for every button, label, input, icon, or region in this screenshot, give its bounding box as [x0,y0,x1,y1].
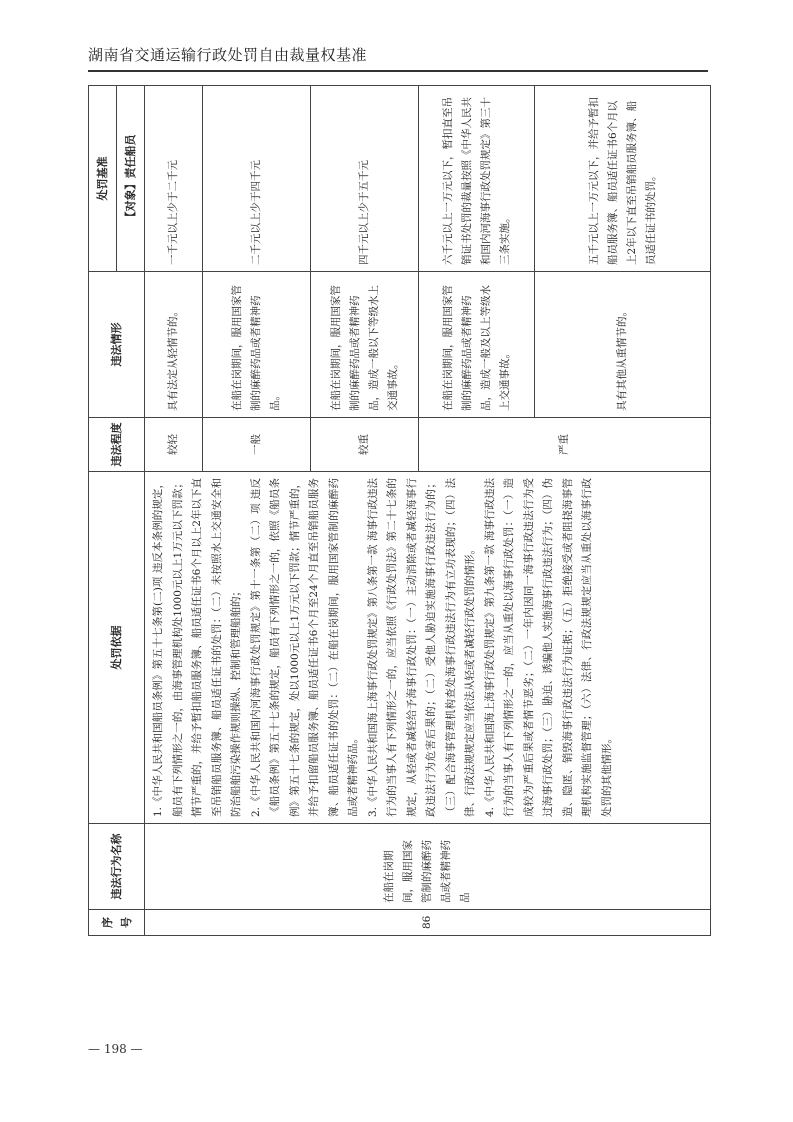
header-basis: 处罚依据 [89,472,145,824]
header-rule [88,70,708,72]
header-seq: 序号 [89,910,145,936]
page-header-title: 湖南省交通运输行政处罚自由裁量权基准 [88,46,368,64]
tier-standard: 五千元以上一万元以下，并给予暂扣船员服务簿、船员适任证书6个月以上2年以下直至吊销船员服务簿、船员适任证书的处罚。 [535,86,711,272]
row-basis [145,472,711,824]
tier-degree: 一般 [203,418,311,472]
tier-degree: 较轻 [145,418,203,472]
tier-standard: 二千元以上少于四千元 [203,86,311,272]
header-name: 违法行为名称 [89,824,145,910]
table-row [145,86,203,936]
tier-degree: 严重 [419,418,711,472]
header-target: 【对象】责任船员 [117,86,145,272]
table-header-row [89,86,117,936]
header-degree: 违法程度 [89,418,145,472]
row-seq: 86 [145,910,711,936]
tier-degree: 较重 [311,418,419,472]
tier-situation: 在船在岗期间，服用国家管制的麻醉药品或者精神药品。 [203,272,311,418]
tier-situation: 具有其他从重情节的。 [535,272,711,418]
header-standard: 处罚基准 [89,86,117,272]
basis-item: 3.《中华人民共和国海上海事行政处罚规定》第八条第一款 海事行政违法行为的当事人有下列情形之一的，应当依照《行政处罚法》第二十七条的规定，从轻或者减轻给予海事行政处罚：（一）主动消除或者减轻海事行政违法行为危害后果的；（二）受他人胁迫实施海事行政违法行为的；（三）配合海事管理机构查处海事行政违法行为有立功表现的；（四）法律、行政法规规定应当依法从轻或者减轻行政处罚的情形。 [366,478,476,817]
basis-item: 1.《中华人民共和国船员条例》第五十七条第(二)项 违反本条例的规定，船员有下列情形之一的，由海事管理机构处1000元以上1万元以下罚款；情节严重的，并给予暂扣船员服务簿、船员适任证书6个月以上2年以下直至吊销船员服务簿、船员适任证书的处罚：（二）未按照水上交通安全和防治船舶污染操作规则操纵、控制和管理船舶的； [152,478,242,817]
row-name: 在船在岗期间，服用国家管制的麻醉药品或者精神药品 [145,824,711,910]
page-number: — 198 — [88,1042,143,1056]
penalty-table-rotated [88,86,708,936]
header-situation: 违法情形 [89,272,145,418]
tier-standard: 四千元以上少于五千元 [311,86,419,272]
basis-item: 2.《中华人民共和国内河海事行政处罚规定》第十一条第（二）项 违反《船员条例》第五十七条的规定，船员有下列情形之一的，依照《船员条例》第五十七条的规定，处以1000元以上1万元以下罚款；情节严重的，并给予扣留船员服务簿、船员适任证书6个月至24个月直至吊销船员服务簿、船员适任证书的处罚：（二）在船在岗期间，服用国家管制的麻醉药品或者精神药品。 [249,478,359,817]
penalty-table [88,85,711,936]
tier-situation: 在船在岗期间，服用国家管制的麻醉药品或者精神药品，造成一般以下等级水上交通事故。 [311,272,419,418]
tier-situation: 在船在岗期间，服用国家管制的麻醉药品或者精神药品，造成一般及以上等级水上交通事故。 [419,272,535,418]
tier-standard: 六千元以上一万元以下，暂扣直至吊销证书处罚的裁量按照《中华人民共和国内河海事行政处罚规定》第三十三条实施。 [419,86,535,272]
tier-standard: 一千元以上少于二千元 [145,86,203,272]
tier-situation: 具有法定从轻情节的。 [145,272,203,418]
basis-item: 4.《中华人民共和国海上海事行政处罚规定》第九条第一款 海事行政违法行为的当事人有下列情形之一的，应当从重处以海事行政处罚：（一）造成较为严重后果或者情节恶劣；（二）一年内因同一海事行政违法行为受过海事行政处罚；（三）胁迫、诱骗他人实施海事行政违法行为；（四）伪造、隐匿、销毁海事行政违法行为证据；（五）拒绝接受或者阻挠海事管理机构实施监督管理；（六）法律、行政法规规定应当从重处以海事行政处罚的其他情形。 [483,478,613,817]
